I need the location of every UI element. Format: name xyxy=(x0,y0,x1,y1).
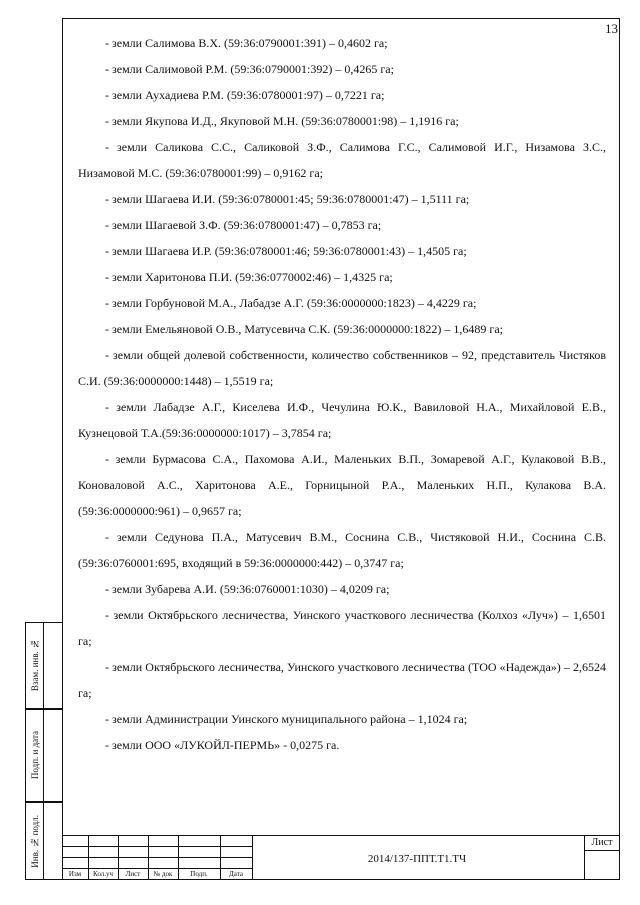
header-list: Лист xyxy=(125,870,141,878)
side-label-inv: Инв. № подл. xyxy=(29,814,40,868)
side-label-podp: Подп. и дата xyxy=(29,731,40,780)
paragraph: - земли Шагаевой З.Ф. (59:36:0780001:47) – 0,7853 га; xyxy=(105,218,382,232)
paragraph: - земли Шагаева И.И. (59:36:0780001:45; 59:36:0780001:47) – 1,5111 га; xyxy=(105,192,470,206)
paragraph: - земли Зубарева А.И. (59:36:0760001:1030) – 4,0209 га; xyxy=(105,582,390,596)
header-ndok: № док xyxy=(153,870,173,878)
paragraph: - земли Шагаева И.Р. (59:36:0780001:46; 59:36:0780001:43) – 1,4505 га; xyxy=(105,244,467,258)
paragraph: - земли Саликова С.С., Саликовой З.Ф., Салимова Г.С., Салимовой И.Г., Низамова З.С., Низамовой М.С. (59:36:0780001:99) – 0,9162 га; xyxy=(78,140,606,180)
paragraph: - земли Салимовой Р.М. (59:36:0790001:392) – 0,4265 га; xyxy=(105,62,394,76)
paragraph: - земли общей долевой собственности, количество собственников – 92, представитель Чистяков С.И. (59:36:0000000:1448) – 1,5519 га; xyxy=(78,348,606,388)
paragraph: - земли Бурмасова С.А., Пахомова А.И., Маленьких В.П., Зомаревой А.Г., Кулаковой В.В., Коноваловой А.С., Харитонова А.Е., Горницыной Р.А., Маленьких Н.П., Кулакова В.А. (59:36:0000000:961) – 0,9657 га; xyxy=(78,452,606,518)
document-code: 2014/137-ППТ.Т1.ТЧ xyxy=(367,853,467,865)
paragraph: - земли ООО «ЛУКОЙЛ-ПЕРМЬ» - 0,0275 га. xyxy=(105,738,340,752)
paragraph: - земли Горбуновой М.А., Лабадзе А.Г. (59:36:0000000:1823) – 4,4229 га; xyxy=(105,296,477,310)
side-label-vzam: Взам. инв. № xyxy=(29,639,40,692)
header-izm: Изм xyxy=(68,870,82,878)
side-box-inv xyxy=(25,802,62,880)
header-data: Дата xyxy=(229,870,243,878)
paragraph: - земли Салимова В.Х. (59:36:0790001:391) – 0,4602 га; xyxy=(105,36,388,50)
paragraph: - земли Октябрьского лесничества, Уинского участкового лесничества (ТОО «Надежда») – 2,6524 га; xyxy=(78,660,606,700)
paragraph: - земли Якупова И.Д., Якуповой М.Н. (59:36:0780001:98) – 1,1916 га; xyxy=(105,114,459,128)
paragraph: - земли Емельяновой О.В., Матусевича С.К. (59:36:0000000:1822) – 1,6489 га; xyxy=(105,322,503,336)
paragraph: - земли Седунова П.А., Матусевич В.М., Соснина С.В., Чистяковой Н.И., Соснина С.В. (59:36:0760001:695, входящий в 59:36:0000000:442) – 0,3747 га; xyxy=(78,530,606,570)
paragraph: - земли Харитонова П.И. (59:36:0770002:46) – 1,4325 га; xyxy=(105,270,393,284)
side-box-vzam xyxy=(25,622,62,709)
sheet-label: Лист xyxy=(591,837,613,848)
header-kolvo: Кол.уч xyxy=(93,870,113,878)
document-body xyxy=(78,30,606,758)
paragraph: - земли Октябрьского лесничества, Уинского участкового лесничества (Колхоз «Луч») – 1,6501 га; xyxy=(78,608,606,648)
paragraph: - земли Аухадиева Р.М. (59:36:0780001:97) – 0,7221 га; xyxy=(105,88,385,102)
header-podp: Подп. xyxy=(190,870,208,878)
paragraph: - земли Лабадзе А.Г., Киселева И.Ф., Чечулина Ю.К., Вавиловой Н.А., Михайловой Е.В., Кузнецовой Т.А.(59:36:0000000:1017) – 3,7854 га; xyxy=(78,400,606,440)
title-block xyxy=(62,835,620,880)
page-number: 13 xyxy=(605,21,618,36)
paragraph: - земли Администрации Уинского муниципального района – 1,1024 га; xyxy=(105,712,468,726)
side-box-podp xyxy=(25,709,62,802)
